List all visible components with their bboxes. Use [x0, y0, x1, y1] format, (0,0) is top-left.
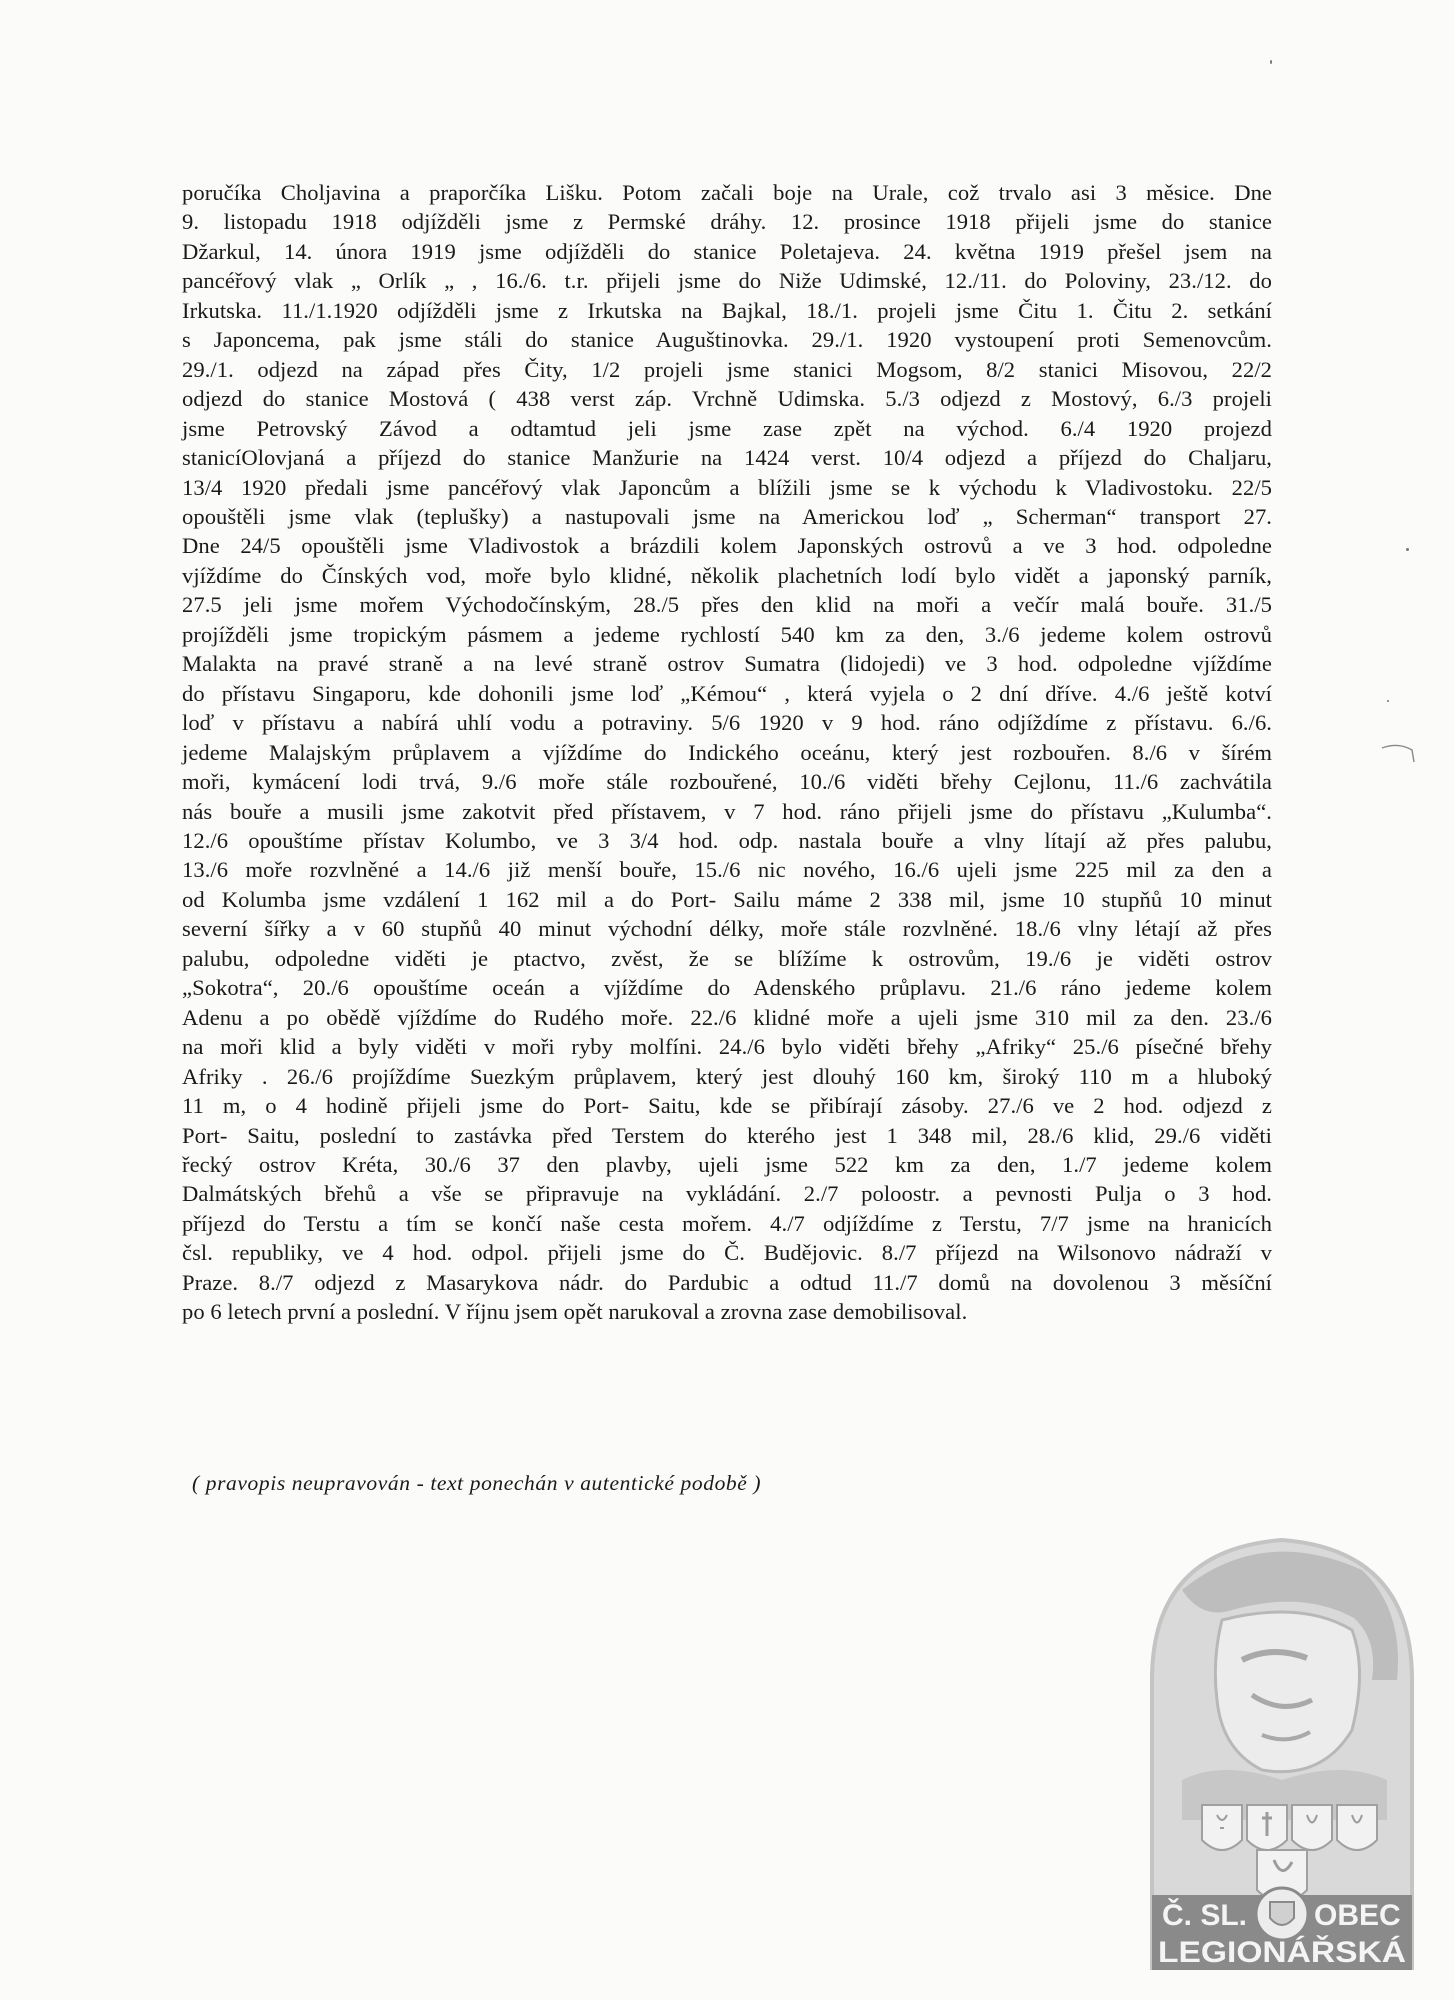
text-line: stanicíOlovjaná a příjezd do stanice Manžurie na 1424 verst. 10/4 odjezd a příjezd do Chaljaru, — [182, 445, 1272, 471]
text-line: odjezd do stanice Mostová ( 438 verst záp. Vrchně Udimska. 5./3 odjezd z Mostový, 6./3 projeli — [182, 386, 1272, 412]
text-line: 12./6 opouštíme přístav Kolumbo, ve 3 3/4 hod. odp. nastala bouře a vlny lítají až přes palubu, — [182, 827, 1272, 853]
text-line: na moři klid a byly viděti v moři ryby molfíni. 24./6 bylo viděti břehy „Afriky“ 25./6 písečné břehy — [182, 1034, 1272, 1060]
text-line: moři, kymácení lodi trvá, 9./6 moře stále rozbouřené, 10./6 viděti břehy Cejlonu, 11./6 zachvátila — [182, 769, 1272, 795]
text-line: pancéřový vlak „ Orlík „ , 16./6. t.r. přijeli jsme do Niže Udimské, 12./11. do Poloviny, 23./12. do — [182, 268, 1272, 294]
text-line: 13/4 1920 předali jsme pancéřový vlak Japoncům a blížili jsme se k východu k Vladivostoku. 22/5 — [182, 474, 1272, 500]
scan-speck — [1406, 548, 1409, 551]
text-line: 27.5 jeli jsme mořem Východočínským, 28./5 přes den klid na moři a večír malá bouře. 31./5 — [182, 592, 1272, 618]
scan-speck — [1270, 60, 1272, 64]
text-line: s Japoncema, pak jsme stáli do stanice Auguštinovka. 29./1. 1920 vystoupení proti Semenovcům. — [182, 327, 1272, 353]
text-line: severní šířky a v 60 stupňů 40 minut východní délky, moře stále rozvlněné. 18./6 vlny létají až přes — [182, 916, 1272, 942]
text-line: vjíždíme do Čínských vod, moře bylo klidné, několik plachetních lodí bylo vidět a japonský parník, — [182, 562, 1272, 588]
scan-speck — [1387, 700, 1389, 702]
logo-text-bottom: LEGIONÁŘSKÁ — [1158, 1936, 1380, 1969]
text-line: poručíka Choljavina a praporčíka Lišku. Potom začali boje na Urale, což trvalo asi 3 měsice. Dne — [182, 180, 1272, 205]
text-line: „Sokotra“, 20./6 opouštíme oceán a vjíždíme do Adenského průplavu. 21./6 ráno jedeme kolem — [182, 975, 1272, 1001]
text-line: Dalmátských břehů a vše se připravuje na vykládání. 2./7 poloostr. a pevnosti Pulja o 3 hod. — [182, 1181, 1272, 1207]
text-line: Dne 24/5 opouštěli jsme Vladivostok a brázdili kolem Japonských ostrovů a ve 3 hod. odpoledne — [182, 533, 1272, 559]
editorial-note: ( pravopis neupravován - text ponechán v autentické podobě ) — [192, 1471, 762, 1495]
text-line: do přístavu Singaporu, kde dohonili jsme loď „Kémou“ , která vyjela o 2 dní dříve. 4./6 ještě kotví — [182, 680, 1272, 706]
text-line: po 6 letech první a poslední. V říjnu jsem opět narukoval a zrovna zase demobilisoval. — [182, 1299, 968, 1325]
text-line: loď v přístavu a nabírá uhlí vodu a potraviny. 5/6 1920 v 9 hod. ráno odjíždíme z přístavu. 6./6. — [182, 710, 1272, 736]
text-line: Praze. 8./7 odjezd z Masarykova nádr. do Pardubic a odtud 11./7 domů na dovolenou 3 měsíční — [182, 1269, 1272, 1295]
text-line: od Kolumba jsme vzdálení 1 162 mil a do Port- Sailu máme 2 338 mil, jsme 10 stupňů 10 minut — [182, 886, 1272, 912]
text-line: palubu, odpoledne viděti je ptactvo, zvěst, že se blížíme k ostrovům, 19./6 je viděti ostrov — [182, 945, 1272, 971]
text-line: Džarkul, 14. února 1919 jsme odjížděli do stanice Poletajeva. 24. května 1919 přešel jsem na — [182, 238, 1272, 264]
legion-logo — [1142, 1530, 1422, 1970]
text-line: nás bouře a musili jsme zakotvit před přístavem, v 7 hod. ráno přijeli jsme do přístavu „Kulumba“. — [182, 798, 1272, 824]
text-line: řecký ostrov Kréta, 30./6 37 den plavby, ujeli jsme 522 km za den, 1./7 jedeme kolem — [182, 1151, 1272, 1177]
text-line: jedeme Malajským průplavem a vjíždíme do Indického oceánu, který jest rozbouřen. 8./6 v šírém — [182, 739, 1272, 765]
text-line: Port- Saitu, poslední to zastávka před Terstem do kterého jest 1 348 mil, 28./6 klid, 29./6 viděti — [182, 1122, 1272, 1148]
text-line: příjezd do Terstu a tím se končí naše cesta mořem. 4./7 odjíždíme z Terstu, 7/7 jsme na hranicích — [182, 1210, 1272, 1236]
text-line: 9. listopadu 1918 odjížděli jsme z Permské dráhy. 12. prosince 1918 přijeli jsme do stanice — [182, 209, 1272, 235]
text-line: Malakta na pravé straně a na levé straně ostrov Sumatra (lidojedi) ve 3 hod. odpoledne vjíždíme — [182, 651, 1272, 677]
text-line: Afriky . 26./6 projíždíme Suezkým průplavem, který jest dlouhý 160 km, široký 110 m a hluboký — [182, 1063, 1272, 1089]
text-line: opouštěli jsme vlak (teplušky) a nastupovali jsme na Americkou loď „ Scherman“ transport 27. — [182, 503, 1272, 529]
logo-text-right: OBEC — [1314, 1899, 1401, 1932]
text-line: Irkutska. 11./1.1920 odjížděli jsme z Irkutska na Bajkal, 18./1. projeli jsme Čitu 1. Čitu 2. setkání — [182, 297, 1272, 323]
scan-mark — [1380, 740, 1420, 770]
text-line: čsl. republiky, ve 4 hod. odpol. přijeli jsme do Č. Budějovic. 8./7 příjezd na Wilsonovo nádraží v — [182, 1240, 1272, 1266]
text-line: 29./1. odjezd na západ přes Čity, 1/2 projeli jsme stanici Mogsom, 8/2 stanici Misovou, 22/2 — [182, 356, 1272, 382]
text-line: projížděli jsme tropickým pásmem a jedeme rychlostí 540 km za den, 3./6 jedeme kolem ostrovů — [182, 621, 1272, 647]
text-line: 11 m, o 4 hodině přijeli jsme do Port- Saitu, kde se přibírají zásoby. 27./6 ve 2 hod. odjezd z — [182, 1093, 1272, 1119]
text-line: jsme Petrovský Závod a odtamtud jeli jsme zase zpět na východ. 6./4 1920 projezd — [182, 415, 1272, 441]
logo-text-left: Č. SL. — [1162, 1899, 1248, 1932]
body-text — [182, 178, 1272, 1327]
text-line: 13./6 moře rozvlněné a 14./6 již menší bouře, 15./6 nic nového, 16./6 ujeli jsme 225 mil za den a — [182, 857, 1272, 883]
text-line: Adenu a po obědě vjíždíme do Rudého moře. 22./6 klidné moře a ujeli jsme 310 mil za den. 23./6 — [182, 1004, 1272, 1030]
